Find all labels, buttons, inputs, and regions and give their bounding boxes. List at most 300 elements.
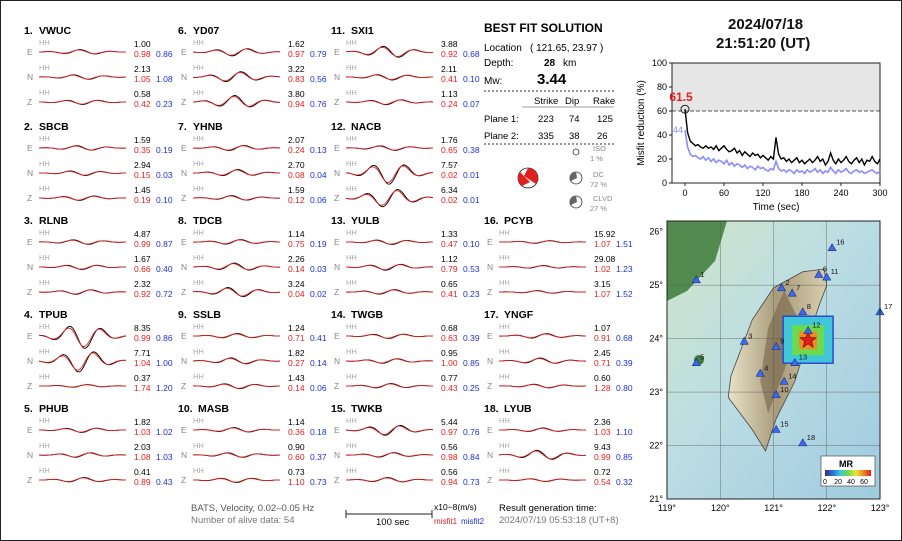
colorbar-gradient [825,470,871,476]
colorbar-tick: 20 [834,479,842,486]
amplitude-value: 3.24 [288,279,305,289]
station-number: 11. [331,25,346,37]
component-label: N [334,72,341,82]
component-label: N [334,356,341,366]
component-label: Z [27,287,33,297]
misfit1-value: 0.97 [441,427,458,437]
component-label: E [334,425,340,435]
synthetic-waveform [193,334,280,338]
station-panel-phub [24,403,173,487]
component-label: N [181,168,188,178]
synthetic-waveform [39,75,126,79]
synthetic-waveform [193,428,280,432]
component-label: N [334,262,341,272]
synthetic-waveform [193,73,280,81]
station-number: 14. [331,309,346,321]
component-label: E [27,47,33,57]
misfit2-value: 1.20 [156,383,173,393]
misfit2-value: 0.04 [310,170,327,180]
amplitude-value: 3.88 [441,39,458,49]
event-date: 2024/07/18 [728,16,804,33]
misfit2-value: 1.51 [616,239,633,249]
misfit1-value: 0.92 [134,289,151,299]
misfit1-value: 1.07 [594,239,611,249]
station-name: TWGB [351,309,384,321]
misfit2-value: 0.19 [310,239,327,249]
misfit2-value: 0.03 [310,264,327,274]
channel-label: HH [193,228,204,237]
station-map-label: 18 [806,432,816,442]
misfit1-value: 0.36 [288,427,305,437]
channel-label: HH [346,228,357,237]
location-label: Location [484,43,522,54]
amplitude-value: 1.82 [288,348,305,358]
channel-label: HH [499,322,510,331]
station-map-label: 13 [798,352,808,362]
misfit2-value: 0.32 [616,477,633,487]
misfit1-value: 1.10 [288,477,305,487]
colorbar-tick: 0 [823,479,827,486]
channel-label: HH [346,159,357,168]
plane-rake: 125 [597,114,613,125]
channel-label: HH [499,372,510,381]
amplitude-value: 2.11 [441,64,457,74]
amplitude-value: 2.13 [134,64,151,74]
misfit1-value: 0.24 [288,145,305,155]
misfit2-value: 0.06 [310,383,327,393]
component-label: N [181,262,188,272]
misfit2-value: 1.23 [616,264,633,274]
component-label: N [487,262,494,272]
amplitude-unit: x10−8(m/s) [434,502,477,512]
amplitude-value: 0.90 [288,442,305,452]
misfit1-value: 0.14 [288,264,305,274]
synthetic-waveform [346,47,433,56]
misfit1-value: 0.14 [288,383,305,393]
misfit1-value: 0.19 [134,195,151,205]
amplitude-value: 0.41 [134,467,151,477]
misfit2-value: 1.02 [156,427,173,437]
clvd-glyph-icon [570,196,582,208]
misfit1-value: 1.08 [134,452,151,462]
amplitude-value: 0.58 [134,89,151,99]
plane-header: Strike [534,96,559,107]
series-secondary [685,130,880,173]
station-name: RLNB [39,215,69,227]
amplitude-value: 1.24 [288,323,305,333]
component-label: E [181,331,187,341]
channel-label: HH [193,134,204,143]
misfit2-value: 0.19 [156,145,173,155]
x-axis-label: Time (sec) [752,202,800,213]
component-label: E [181,143,187,153]
mt-component-pct: 1 % [590,154,603,163]
longitude-label: 119° [658,503,676,513]
misfit1-value: 0.98 [134,49,151,59]
best-value-label: 61.5 [669,90,693,105]
synthetic-waveform [193,479,280,483]
channel-label: HH [499,416,510,425]
misfit1-value: 0.12 [288,195,305,205]
amplitude-value: 6.34 [441,185,458,195]
component-label: N [487,356,494,366]
amplitude-value: 5.44 [441,417,458,427]
component-label: Z [181,287,187,297]
station-map-label: 7 [796,283,801,293]
misfit2-value: 1.03 [156,452,173,462]
synthetic-waveform [499,359,586,364]
channel-label: HH [193,322,204,331]
misfit1-value: 0.47 [441,239,458,249]
station-panel-yngf [484,309,633,393]
synthetic-waveform [39,265,126,269]
channel-label: HH [193,184,204,193]
station-map-label: 11 [830,267,839,277]
channel-label: HH [39,278,50,287]
channel-label: HH [499,347,510,356]
amplitude-value: 0.56 [441,442,458,452]
misfit1-value: 1.02 [594,264,611,274]
synthetic-waveform [346,240,433,244]
station-map-label: 12 [812,320,821,330]
component-label: Z [181,193,187,203]
channel-label: HH [346,441,357,450]
amplitude-value: 7.57 [441,160,458,170]
channel-label: HH [39,38,50,47]
component-label: Z [487,381,493,391]
station-panel-rlnb [24,215,173,299]
station-number: 7. [178,121,187,133]
colorbar-tick: 40 [847,479,855,486]
longitude-label: 120° [710,503,730,513]
misfit2-value: 0.76 [310,99,327,109]
channel-label: HH [193,466,204,475]
station-number: 2. [24,121,33,133]
x-tick-label: 240 [833,188,849,198]
synthetic-waveform [193,240,280,244]
channel-label: HH [499,228,510,237]
channel-label: HH [39,159,50,168]
station-panel-tdcb [178,215,327,299]
component-label: E [27,143,33,153]
misfit1-value: 0.60 [288,452,305,462]
amplitude-value: 2.45 [594,348,611,358]
station-name: NACB [351,121,382,133]
channel-label: HH [193,278,204,287]
channel-label: HH [346,38,357,47]
channel-label: HH [346,184,357,193]
station-name: YHNB [193,121,223,133]
station-name: SSLB [193,309,222,321]
misfit1-value: 0.97 [288,49,305,59]
plane-label: Plane 2: [484,131,519,142]
station-map-label: 10 [780,384,789,394]
amplitude-value: 1.62 [288,39,305,49]
station-number: 15. [331,403,346,415]
plane-strike: 223 [538,114,554,125]
plane-strike: 335 [538,131,554,142]
channel-label: HH [39,253,50,262]
misfit2-value: 1.10 [616,427,633,437]
synthetic-waveform [499,479,586,481]
station-panel-yulb [331,215,480,299]
plane-dip: 38 [569,131,580,142]
amplitude-value: 4.87 [134,229,151,239]
misfit1-value: 0.98 [441,452,458,462]
component-label: E [334,143,340,153]
misfit2-value: 0.53 [463,264,480,274]
seismogram-grid [24,25,633,487]
misfit2-value: 0.43 [156,477,173,487]
misfit1-value: 0.65 [441,145,458,155]
misfit2-value: 0.41 [310,333,327,343]
station-name: MASB [198,403,229,415]
amplitude-value: 0.77 [441,373,458,383]
misfit1-value: 0.71 [288,333,305,343]
channel-label: HH [346,372,357,381]
latitude-label: 21° [649,494,663,504]
channel-label: HH [193,88,204,97]
amplitude-value: 0.73 [288,467,305,477]
station-name: PHUB [39,403,69,415]
component-label: Z [334,193,340,203]
synthetic-waveform [39,171,126,175]
misfit2-value: 0.23 [463,289,480,299]
misfit1-value: 1.05 [134,74,151,84]
x-tick-label: 60 [718,188,730,198]
synthetic-waveform [346,478,433,482]
amplitude-value: 1.33 [441,229,458,239]
synthetic-waveform [39,240,126,244]
synthetic-waveform [39,50,126,54]
misfit2-value: 0.03 [156,170,173,180]
component-label: N [27,72,34,82]
misfit2-value: 0.68 [616,333,633,343]
amplitude-value: 1.43 [288,373,305,383]
component-label: Z [27,475,33,485]
misfit2-value: 0.84 [463,452,480,462]
component-label: E [487,237,493,247]
station-map-label: 6 [822,264,827,274]
station-map-label: 9 [780,336,785,346]
amplitude-value: 0.65 [441,279,458,289]
station-name: SXI1 [351,25,374,37]
result-time-label: Result generation time: [499,503,597,514]
misfit1-value: 0.02 [441,170,458,180]
synthetic-waveform [499,334,586,338]
latitude-label: 22° [649,440,663,451]
station-map-label: 2 [785,277,790,287]
station-panel-twkb [331,403,480,487]
synthetic-waveform [193,97,280,107]
station-panel-nacb [331,121,480,207]
misfit2-value: 0.86 [156,49,173,59]
synthetic-waveform [499,241,586,243]
synthetic-waveform [39,428,126,432]
misfit1-value: 1.04 [134,358,151,368]
synthetic-waveform [39,290,126,294]
amplitude-value: 2.03 [134,442,151,452]
station-name: TPUB [39,309,68,321]
misfit1-value: 0.92 [441,49,458,59]
misfit1-value: 0.99 [134,333,151,343]
channel-label: HH [39,63,50,72]
misfit1-value: 0.27 [288,358,305,368]
plane-rake: 26 [597,131,608,142]
station-map-label: 4 [764,363,769,373]
misfit1-value: 0.94 [288,99,305,109]
station-map-label: 14 [788,371,797,381]
misfit2-value: 0.10 [156,195,173,205]
misfit2-value: 0.01 [463,170,480,180]
component-label: N [181,356,188,366]
synthetic-waveform [193,146,280,150]
channel-label: HH [39,134,50,143]
synthetic-waveform [346,334,433,338]
station-map-label: 17 [884,301,893,311]
misfit2-value: 0.10 [463,239,480,249]
amplitude-value: 2.07 [288,135,305,145]
station-panel-yd07 [178,25,327,109]
location-value: ( 121.65, 23.97 ) [530,43,604,54]
channel-label: HH [346,347,357,356]
channel-label: HH [39,322,50,331]
synthetic-waveform [346,191,433,206]
synthetic-waveform [346,166,433,183]
misfit1-value: 1.03 [594,427,611,437]
misfit2-value: 0.01 [463,195,480,205]
misfit2-value: 0.14 [310,358,327,368]
misfit1-value: 0.99 [134,239,151,249]
misfit1-value: 1.07 [594,289,611,299]
synthetic-waveform [39,353,126,370]
secondary-value-label: 44 [673,125,684,136]
station-panel-tpub [24,309,173,393]
misfit2-value: 0.86 [156,333,173,343]
amplitude-value: 1.45 [134,185,151,195]
station-map-label: 1 [700,269,705,279]
amplitude-value: 1.59 [288,185,305,195]
depth-unit: km [563,58,577,69]
misfit2-legend: misfit2 [461,517,485,526]
component-label: E [487,331,493,341]
plane-label: Plane 1: [484,114,519,125]
channel-label: HH [39,416,50,425]
mt-component-pct: 27 % [590,204,608,213]
amplitude-value: 2.94 [134,160,151,170]
amplitude-value: 1.14 [288,417,305,427]
y-tick-label: 0 [661,178,667,188]
synthetic-waveform [193,264,280,270]
station-name: TWKB [351,403,383,415]
station-name: VWUC [39,25,72,37]
station-number: 8. [178,215,187,227]
channel-label: HH [346,253,357,262]
misfit1-value: 0.99 [594,452,611,462]
plane-header: Rake [593,96,616,107]
longitude-label: 122° [817,503,837,513]
component-label: Z [487,287,493,297]
station-map-label: 16 [836,237,845,247]
station-name: YNGF [504,309,534,321]
misfit2-value: 0.25 [463,383,480,393]
mw-value: 3.44 [537,71,567,88]
mt-component-name: CLVD [593,194,613,203]
misfit2-value: 0.73 [310,477,327,487]
channel-label: HH [499,253,510,262]
synthetic-waveform [346,100,433,104]
synthetic-waveform [499,451,586,459]
amplitude-value: 15.92 [594,229,616,239]
footer [191,502,619,528]
amplitude-value: 0.37 [134,373,151,383]
misfit2-value: 0.18 [310,427,327,437]
amplitude-value: 7.71 [134,348,151,358]
synthetic-waveform [39,101,126,105]
channel-label: HH [39,466,50,475]
amplitude-value: 9.43 [594,442,611,452]
misfit1-legend: misfit1 [434,517,458,526]
amplitude-value: 1.14 [288,229,305,239]
component-label: Z [27,381,33,391]
component-label: E [181,47,187,57]
channel-label: HH [346,88,357,97]
channel-label: HH [193,416,204,425]
component-label: E [334,331,340,341]
misfit2-value: 0.68 [463,49,480,59]
channel-label: HH [39,372,50,381]
station-panel-pcyb [484,215,633,299]
dc-glyph-icon [570,172,582,184]
component-label: Z [181,475,187,485]
component-label: E [181,425,187,435]
misfit2-value: 0.79 [310,49,327,59]
misfit1-value: 0.66 [134,264,151,274]
amplitude-value: 2.36 [594,417,611,427]
iso-glyph-icon [573,149,579,155]
synthetic-waveform [193,170,280,175]
component-label: Z [334,475,340,485]
channel-label: HH [346,134,357,143]
channel-label: HH [193,372,204,381]
channel-label: HH [193,159,204,168]
component-label: E [487,425,493,435]
station-number: 10. [178,403,193,415]
amplitude-value: 2.26 [288,254,305,264]
synthetic-waveform [193,453,280,457]
longitude-label: 123° [870,503,890,513]
channel-label: HH [193,347,204,356]
station-map-label: 8 [806,301,811,311]
misfit2-value: 0.38 [463,145,480,155]
channel-label: HH [346,416,357,425]
synthetic-waveform [193,288,280,296]
misfit2-value: 0.85 [616,452,633,462]
channel-label: HH [193,441,204,450]
channel-label: HH [193,253,204,262]
amplitude-value: 1.07 [594,323,611,333]
mw-label: Mw: [484,76,503,87]
misfit1-value: 0.91 [594,333,611,343]
colorbar-title: MR [839,459,853,469]
x-tick-label: 300 [872,188,888,198]
channel-label: HH [39,228,50,237]
station-number: 16. [484,215,499,227]
misfit1-value: 0.15 [134,170,151,180]
synthetic-waveform [346,290,433,294]
misfit2-value: 0.02 [310,289,327,299]
misfit1-value: 0.54 [594,477,611,487]
